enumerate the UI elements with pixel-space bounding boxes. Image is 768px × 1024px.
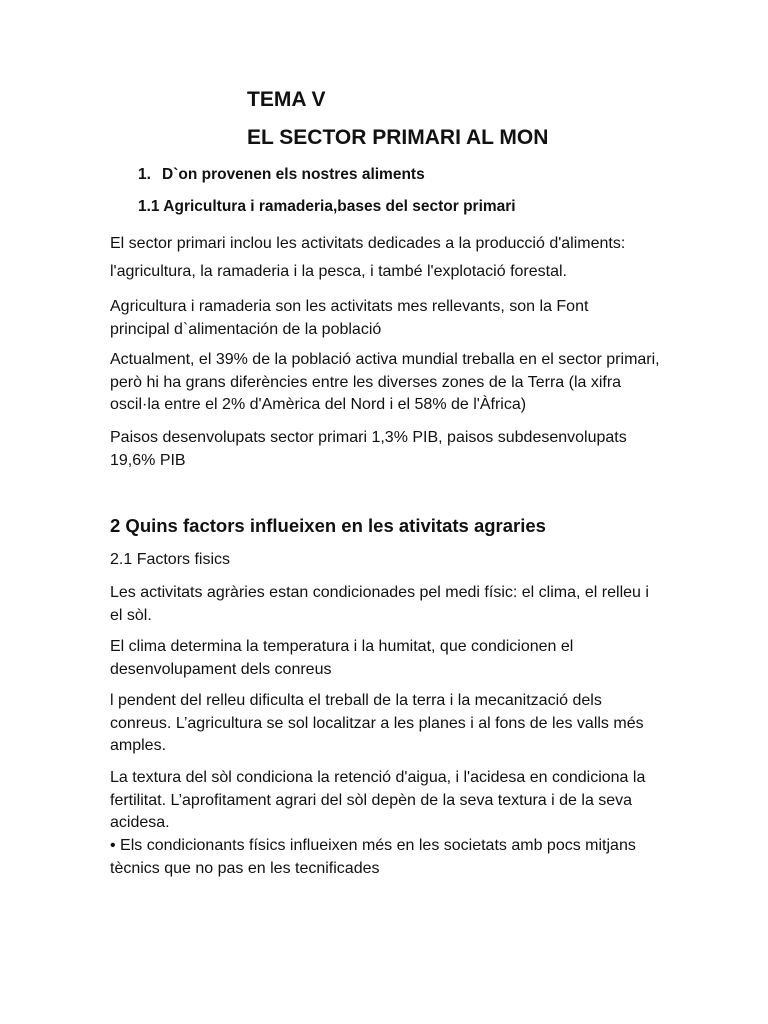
paragraph: l pendent del relleu dificulta el treball de la terra i la mecanització dels conreus. L’agricultura se sol localitzar a les planes i al fons de les valls més amples. [110, 692, 644, 754]
section-1-1-heading: 1.1 Agricultura i ramaderia,bases del sector primari [138, 198, 516, 215]
paragraph: Paisos desenvolupats sector primari 1,3% PIB, paisos subdesenvolupats 19,6% PIB [110, 429, 627, 469]
section-1-heading [138, 165, 425, 185]
paragraph: La textura del sòl condiciona la retenció d'aigua, i l'acidesa en condiciona la fertilitat. L’aprofitament agrari del sòl depèn de la seva textura i de la seva acidesa. [110, 769, 646, 831]
section-1-heading-text: D`on provenen els nostres aliments [162, 166, 425, 183]
paragraph: El clima determina la temperatura i la humitat, que condicionen el desenvolupament dels conreus [110, 638, 574, 678]
section-2-1-heading: 2.1 Factors fisics [110, 551, 231, 568]
paragraph: Les activitats agràries estan condicionades pel medi físic: el clima, el relleu i el sòl. [110, 584, 649, 624]
section-2-heading: 2 Quins factors influeixen en les ativitats agraries [110, 515, 546, 536]
doc-title-sector: EL SECTOR PRIMARI AL MON [247, 126, 549, 149]
doc-title-tema: TEMA V [247, 88, 326, 111]
bullet-paragraph: • Els condicionants físics influeixen més en les societats amb pocs mitjans tècnics que no pas en les tecnificades [110, 837, 636, 877]
paragraph: l'agricultura, la ramaderia i la pesca, i també l'explotació forestal. [110, 263, 567, 280]
paragraph: Agricultura i ramaderia son les activitats mes rellevants, son la Font principal d`alimentación de la població [110, 298, 589, 338]
paragraph: El sector primari inclou les activitats dedicades a la producció d'aliments: [110, 235, 626, 252]
paragraph: Actualment, el 39% de la població activa mundial treballa en el sector primari, però hi ha grans diferències entre les diverses zones de la Terra (la xifra oscil·la entre el 2% d'Amèrica del Nord i el 58% de l'Àfrica) [110, 351, 660, 413]
section-1-number: 1. [138, 166, 151, 183]
